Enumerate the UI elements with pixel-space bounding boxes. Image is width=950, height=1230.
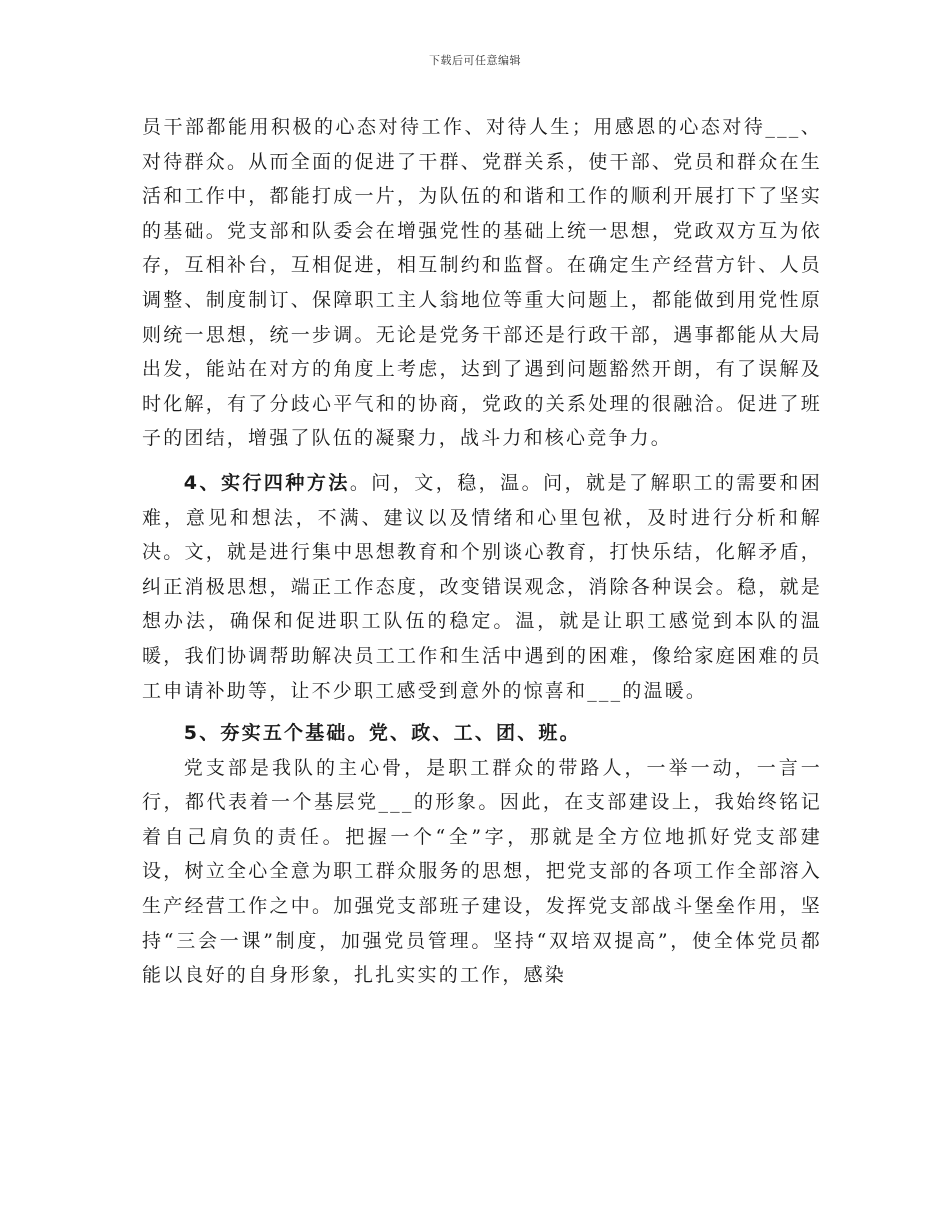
section-5-heading: 5、夯实五个基础。党、政、工、团、班。: [183, 722, 581, 745]
paragraph-party-branch: 党支部是我队的主心骨，是职工群众的带路人，一举一动，一言一行，都代表着一个基层党___的形象。因此，在支部建设上，我始终铭记着自己肩负的责任。把握一个“全”字，那就是全方位地抓好党支部建设，树立全心全意为职工群众服务的思想，把党支部的各项工作全部溶入生产经营工作之中。加强党支部班子建设，发挥党支部战斗堡垒作用，坚持“三会一课”制度，加强党员管理。坚持“双培双提高”，使全体党员都能以良好的自身形象，扎扎实实的工作，感染: [142, 756, 822, 987]
page-header: 下载后可任意编辑: [429, 54, 521, 67]
document-body: [142, 110, 822, 993]
paragraph-four-methods: [142, 466, 822, 708]
section-4-text: 。问，文，稳，温。问，就是了解职工的需要和困难，意见和想法，不满、建议以及情绪和心里包袱，及时进行分析和解决。文，就是进行集中思想教育和个别谈心教育，打快乐结，化解矛盾，纠正消极思想，端正工作态度，改变错误观念，消除各种误会。稳，就是想办法，确保和促进职工队伍的稳定。温，就是让职工感觉到本队的温暖，我们协调帮助解决员工工作和生活中遇到的困难，像给家庭困难的员工申请补助等，让不少职工感受到意外的惊喜和___的温暖。: [142, 471, 822, 702]
section-4-heading: 4、实行四种方法: [183, 471, 350, 494]
paragraph-party-relations: 员干部都能用积极的心态对待工作、对待人生；用感恩的心态对待___、对待群众。从而全面的促进了干群、党群关系，使干部、党员和群众在生活和工作中，都能打成一片，为队伍的和谐和工作的顺利开展打下了坚实的基础。党支部和队委会在增强党性的基础上统一思想，党政双方互为依存，互相补台，互相促进，相互制约和监督。在确定生产经营方针、人员调整、制度制订、保障职工主人翁地位等重大问题上，都能做到用党性原则统一思想，统一步调。无论是党务干部还是行政干部，遇事都能从大局出发，能站在对方的角度上考虑，达到了遇到问题豁然开朗，有了误解及时化解，有了分歧心平气和的协商，党政的关系处理的很融洽。促进了班子的团结，增强了队伍的凝聚力，战斗力和核心竞争力。: [142, 116, 822, 450]
